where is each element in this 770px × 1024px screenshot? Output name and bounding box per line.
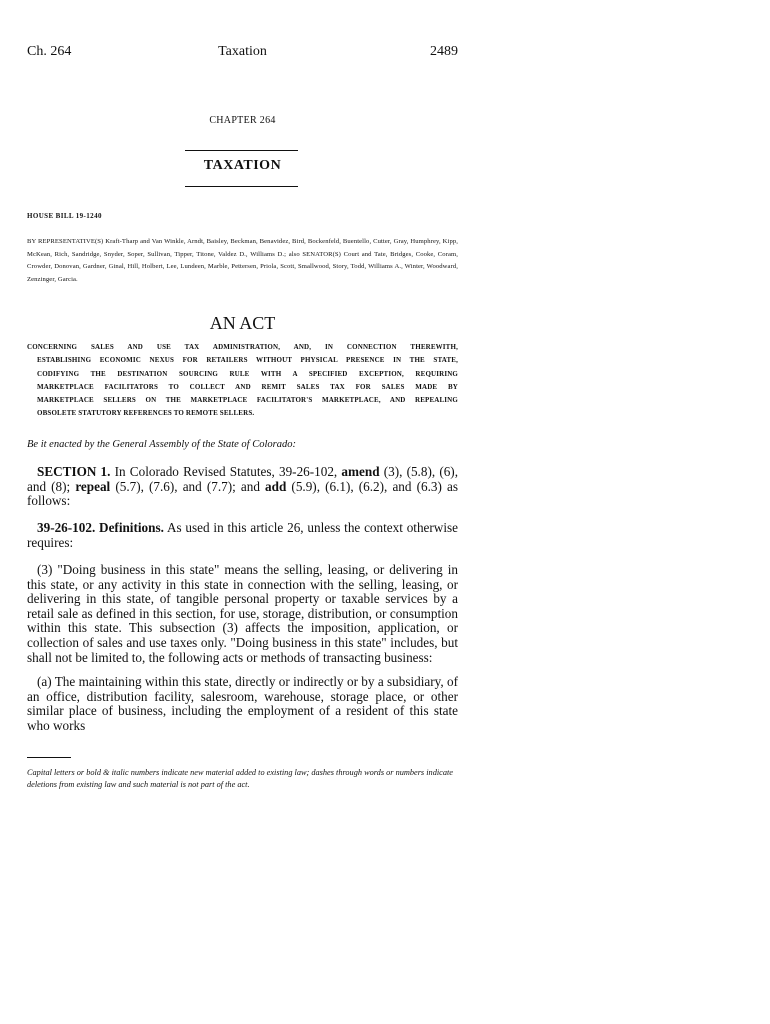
document-title: TAXATION: [203, 158, 282, 173]
bill-number: HOUSE BILL 19-1240: [27, 212, 102, 220]
act-heading: AN ACT: [209, 313, 276, 333]
act-title-line: MARKETPLACE SELLERS ON THE MARKETPLACE FACILITATOR'S MARKETPLACE, AND REPEALING: [37, 396, 458, 405]
footnote-rule: [27, 757, 71, 758]
running-title: Taxation: [218, 44, 267, 59]
page-number: 2489: [430, 44, 458, 59]
title-rule-bottom: [185, 186, 298, 187]
act-title: [27, 341, 458, 421]
section-text: (5.7), (7.6), and (7.7); and: [110, 478, 266, 494]
act-title-line: CODIFYING THE DESTINATION SOURCING RULE WITH A SPECIFIED EXCEPTION, REQUIRING: [37, 369, 458, 378]
definitions-label: 39-26-102. Definitions.: [37, 520, 164, 535]
definitions-paragraph: [27, 521, 458, 550]
running-header: [27, 44, 458, 64]
act-title-line: MARKETPLACE FACILITATORS TO COLLECT AND REMIT SALES TAX FOR SALES MADE BY: [37, 382, 458, 391]
section-text: (3), (5.8), (6), and (8);: [27, 464, 459, 494]
add-keyword: add: [265, 478, 287, 494]
sponsors-list: BY REPRESENTATIVE(S) Kraft-Tharp and Van Winkle, Arndt, Baisley, Beckman, Benavidez, Bird, Bockenfeld, Buentello, Cutter, Gray, Humphrey, Kipp, McKean, Rich, Sandridge, Snyder, Soper, Sullivan, Tipper, Titone, Valdez D., Williams D.; also SENATOR(S) Court and Tate, Bridges, Cooke, Coram, Crowder, Donovan, Gardner, Ginal, Hill, Holbert, Lee, Lundeen, Marble, Pettersen, Priola, Scott, Smallwood, Story, Todd, Williams A., Winter, Woodward, Zenzinger, Garcia.: [27, 238, 458, 284]
section-text: (5.9), (6.1), (6.2), and (6.3) as follows:: [27, 478, 458, 509]
repeal-keyword: repeal: [75, 478, 111, 494]
act-title-line: CONCERNING SALES AND USE TAX ADMINISTRATION, AND, IN CONNECTION THEREWITH,: [27, 343, 458, 351]
section-label: SECTION 1.: [37, 464, 111, 479]
subsection-3: (3) "Doing business in this state" means the selling, leasing, or delivering in this state, or any activity in this state in connection with the selling, leasing, or delivering in this state, of tangible personal property or taxable services by a retail sale as defined in this section, for use, storage, distribution, or consumption within this state. This subsection (3) affects the imposition, application, or collection of sales and use taxes only. "Doing business in this state" includes, but shall not be limited to, the following acts or methods of transacting business:: [27, 562, 458, 665]
act-title-line: OBSOLETE STATUTORY REFERENCES TO REMOTE SELLERS.: [37, 409, 255, 418]
definitions-text: As used in this article 26, unless the context otherwise requires:: [27, 520, 458, 550]
amend-keyword: amend: [341, 464, 380, 479]
section-1: [27, 465, 458, 509]
section-text: In Colorado Revised Statutes, 39-26-102,: [110, 464, 342, 479]
enacting-clause: Be it enacted by the General Assembly of the State of Colorado:: [27, 439, 296, 450]
footnote: Capital letters or bold & italic numbers indicate new material added to existing law; dashes through words or numbers indicate deletions from existing law and such material is not part of the act.: [27, 768, 453, 789]
chapter-number: Ch. 264: [27, 44, 72, 59]
chapter-label: CHAPTER 264: [209, 115, 276, 126]
act-title-line: ESTABLISHING ECONOMIC NEXUS FOR RETAILERS WITHOUT PHYSICAL PRESENCE IN THE STATE,: [37, 356, 458, 365]
paragraph-a: (a) The maintaining within this state, directly or indirectly or by a subsidiary, of an office, distribution facility, salesroom, warehouse, storage place, or other similar place of business, including the employment of a resident of this state who works: [27, 674, 458, 733]
title-rule-top: [185, 150, 298, 151]
